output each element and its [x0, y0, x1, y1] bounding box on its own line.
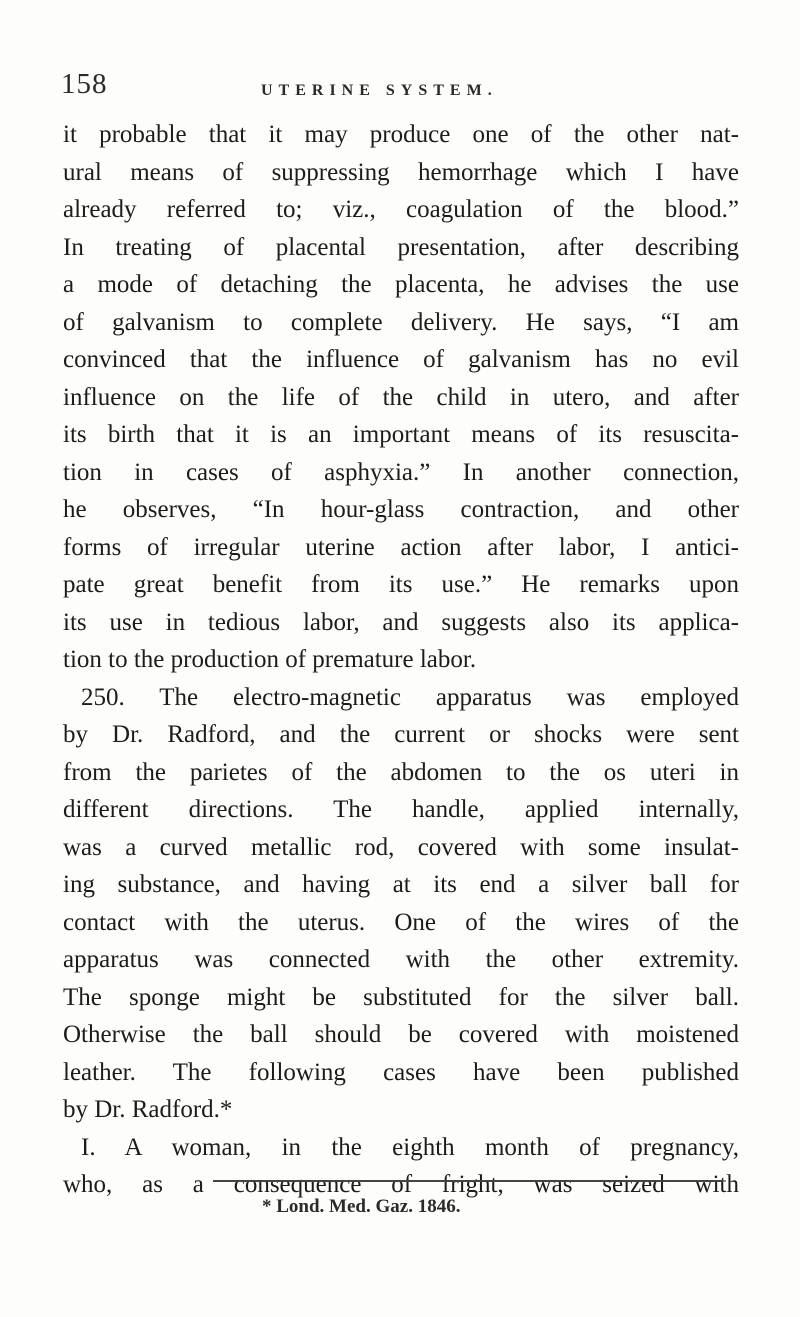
page-header	[61, 68, 761, 108]
text-line: was a curved metallic rod, covered with some insulat-	[63, 833, 739, 861]
text-line: In treating of placental presentation, after describing	[63, 233, 739, 261]
text-line: tion in cases of asphyxia.” In another connection,	[63, 458, 739, 486]
text-line: its birth that it is an important means of its resuscita-	[63, 421, 739, 448]
text-line: influence on the life of the child in utero, and after	[63, 383, 739, 411]
text-line: from the parietes of the abdomen to the os uteri in	[63, 758, 739, 786]
text-line: convinced that the influence of galvanism has no evil	[63, 346, 739, 373]
text-line: who, as a consequence of fright, was seized with	[63, 1171, 739, 1198]
text-line: already referred to; viz., coagulation of the blood.”	[63, 196, 739, 223]
text-line: different directions. The handle, applied internally,	[63, 796, 739, 823]
body-text	[63, 116, 739, 1204]
page-number: 158	[61, 68, 108, 100]
text-line: its use in tedious labor, and suggests also its applica-	[63, 608, 739, 636]
text-line: forms of irregular uterine action after labor, I antici-	[63, 533, 739, 561]
text-line: pate great benefit from its use.” He remarks upon	[63, 571, 739, 598]
text-line: apparatus was connected with the other extremity.	[63, 946, 739, 973]
text-line: contact with the uterus. One of the wires of the	[63, 908, 739, 936]
text-line: it probable that it may produce one of the other nat-	[63, 121, 739, 148]
text-line: tion to the production of premature labor.	[63, 646, 477, 673]
text-line: The sponge might be substituted for the silver ball.	[63, 983, 739, 1011]
footnote: * Lond. Med. Gaz. 1846.	[262, 1196, 461, 1217]
text-line: ural means of suppressing hemorrhage which I have	[63, 158, 739, 186]
text-line: by Dr. Radford, and the current or shocks were sent	[63, 721, 739, 748]
text-line: ing substance, and having at its end a silver ball for	[63, 871, 739, 898]
text-line: of galvanism to complete delivery. He says, “I am	[63, 308, 739, 336]
text-line: by Dr. Radford.*	[63, 1096, 233, 1123]
text-line: I. A woman, in the eighth month of pregnancy,	[81, 1133, 739, 1161]
text-line: leather. The following cases have been published	[63, 1058, 739, 1086]
footnote-divider	[213, 1180, 723, 1182]
text-line: Otherwise the ball should be covered with moistened	[63, 1021, 739, 1048]
text-line: he observes, “In hour-glass contraction, and other	[63, 496, 739, 523]
text-line: 250. The electro-magnetic apparatus was employed	[81, 683, 739, 711]
running-title: UTERINE SYSTEM.	[261, 82, 498, 99]
text-line: a mode of detaching the placenta, he advises the use	[63, 271, 739, 298]
